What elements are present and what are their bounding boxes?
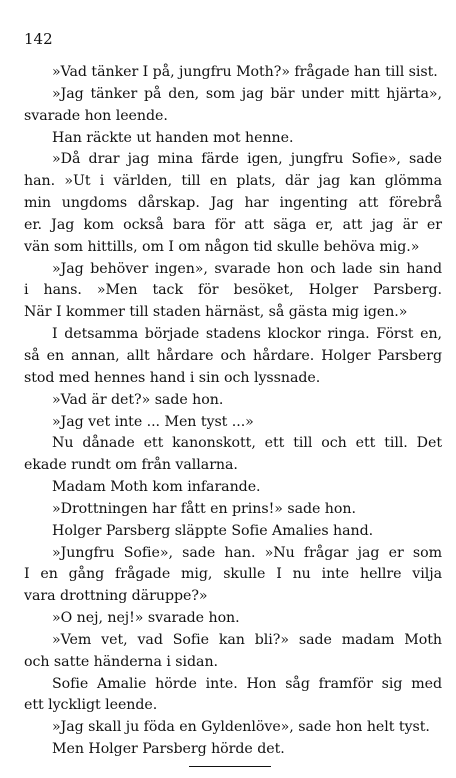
text-line: »Jag tänker på den, som jag bär under mitt hjärta»,: [52, 85, 442, 102]
text-line: »Jag behöver ingen», svarade hon och lade sin hand: [52, 260, 442, 277]
text-line: »Vad tänker I på, jungfru Moth?» frågade han till sist.: [52, 64, 438, 80]
page-number: 142: [24, 30, 53, 48]
text-line: och satte händerna i sidan.: [24, 653, 218, 670]
text-line: svarade hon leende.: [24, 107, 168, 124]
text-line: stod med hennes hand i sin och lyssnade.: [24, 369, 321, 386]
text-line: I detsamma började stadens klockor ringa. Först en,: [52, 326, 442, 343]
text-line: ekade rundt om från vallarna.: [24, 457, 238, 474]
text-line: »Drottningen har fått en prins!» sade hon.: [52, 500, 356, 517]
section-end-rule: [189, 766, 271, 767]
text-line: »Då drar jag mina färde igen, jungfru Sofie», sade: [52, 151, 442, 168]
text-line: Nu dånade ett kanonskott, ett till och ett till. Det: [52, 435, 442, 452]
text-line: han. »Ut i världen, till en plats, där jag kan glömma: [24, 173, 442, 190]
text-line: »Vem vet, vad Sofie kan bli?» sade madam Moth: [52, 631, 442, 648]
text-line: vara drottning däruppe?»: [24, 588, 208, 605]
text-line: ett lyckligt leende.: [24, 697, 158, 714]
text-line: När I kommer till staden härnäst, så gästa mig igen.»: [24, 304, 408, 321]
text-line: »O nej, nej!» svarade hon.: [52, 610, 240, 627]
page-text: [24, 62, 442, 761]
text-line: »Jag vet inte ... Men tyst ...»: [52, 413, 254, 430]
text-line: i hans. »Men tack för besöket, Holger Parsberg.: [24, 282, 442, 299]
text-line: Madam Moth kom infarande.: [52, 479, 261, 496]
text-line: »Jag skall ju föda en Gyldenlöve», sade hon helt tyst.: [52, 719, 430, 736]
text-line: I en gång frågade mig, skulle I nu inte hellre vilja: [24, 566, 442, 583]
text-line: Han räckte ut handen mot henne.: [52, 129, 294, 146]
text-line: min ungdoms dårskap. Jag har ingenting att förebrå: [24, 195, 442, 212]
text-line: så en annan, allt hårdare och hårdare. Holger Parsberg: [24, 347, 442, 364]
text-line: er. Jag kom också bara för att säga er, att jag är er: [24, 216, 442, 233]
text-line: »Vad är det?» sade hon.: [52, 391, 224, 408]
text-line: Men Holger Parsberg hörde det.: [52, 741, 285, 758]
text-line: Holger Parsberg släppte Sofie Amalies hand.: [52, 522, 374, 539]
text-line: Sofie Amalie hörde inte. Hon såg framför sig med: [52, 675, 442, 692]
text-line: vän som hittills, om I om någon tid skulle behöva mig.»: [24, 238, 420, 255]
text-line: »Jungfru Sofie», sade han. »Nu frågar jag er som: [52, 544, 442, 561]
